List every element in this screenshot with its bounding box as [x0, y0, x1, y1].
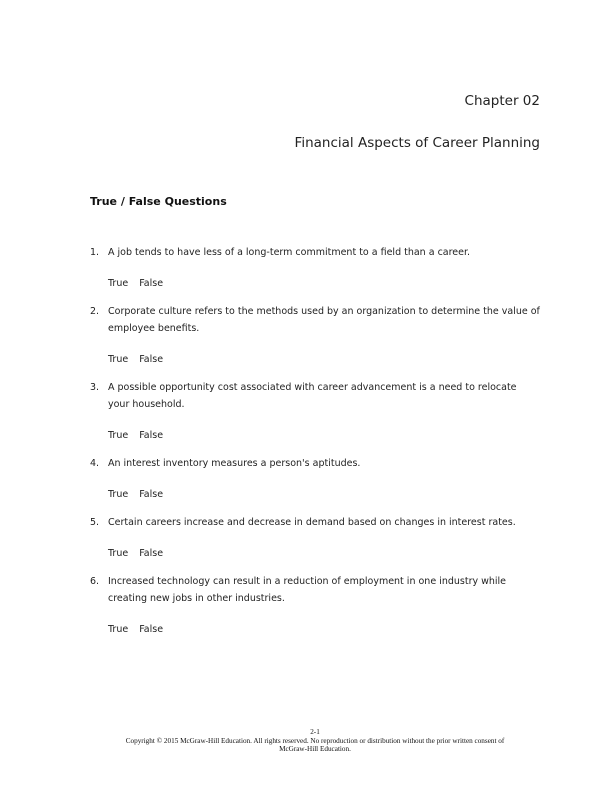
- question-item: [90, 379, 540, 444]
- option-false: False: [139, 624, 164, 635]
- question-item: [90, 573, 540, 638]
- answer-options: [108, 486, 540, 503]
- question-text: An interest inventory measures a person's aptitudes.: [108, 458, 361, 469]
- option-true: True: [108, 278, 129, 289]
- option-false: False: [139, 489, 164, 500]
- option-true: True: [108, 430, 129, 441]
- question-number: 5.: [90, 517, 100, 528]
- option-false: False: [139, 278, 164, 289]
- option-false: False: [139, 548, 164, 559]
- question-text: Corporate culture refers to the methods used by an organization to determine the value of employee benefits.: [108, 306, 540, 334]
- question-number: 2.: [90, 306, 100, 317]
- copyright-notice-continued: McGraw-Hill Education.: [279, 745, 351, 753]
- answer-options: [108, 427, 540, 444]
- option-false: False: [139, 430, 164, 441]
- question-item: [90, 455, 540, 503]
- chapter-title: Financial Aspects of Career Planning: [294, 135, 540, 151]
- chapter-number: Chapter 02: [464, 93, 540, 109]
- page-footer: [90, 728, 540, 754]
- answer-options: [108, 545, 540, 562]
- question-text: Increased technology can result in a reduction of employment in one industry while creating new jobs in other industries.: [108, 576, 507, 604]
- section-title: True / False Questions: [90, 195, 227, 208]
- option-false: False: [139, 354, 164, 365]
- option-true: True: [108, 489, 129, 500]
- copyright-notice: Copyright © 2015 McGraw-Hill Education. All rights reserved. No reproduction or distribution without the prior written consent of: [125, 736, 505, 745]
- answer-options: [108, 351, 540, 368]
- question-text: A possible opportunity cost associated with career advancement is a need to relocate your household.: [108, 382, 517, 410]
- question-number: 4.: [90, 458, 100, 469]
- question-text: A job tends to have less of a long-term commitment to a field than a career.: [108, 247, 471, 258]
- question-number: 1.: [90, 247, 100, 258]
- answer-options: [108, 621, 540, 638]
- question-list: [90, 244, 540, 649]
- question-item: [90, 514, 540, 562]
- answer-options: [108, 275, 540, 292]
- option-true: True: [108, 624, 129, 635]
- question-item: [90, 244, 540, 292]
- page-number: 2-1: [310, 728, 320, 736]
- question-text: Certain careers increase and decrease in demand based on changes in interest rates.: [108, 517, 516, 528]
- question-number: 6.: [90, 576, 100, 587]
- question-item: [90, 303, 540, 368]
- question-number: 3.: [90, 382, 100, 393]
- option-true: True: [108, 548, 129, 559]
- option-true: True: [108, 354, 129, 365]
